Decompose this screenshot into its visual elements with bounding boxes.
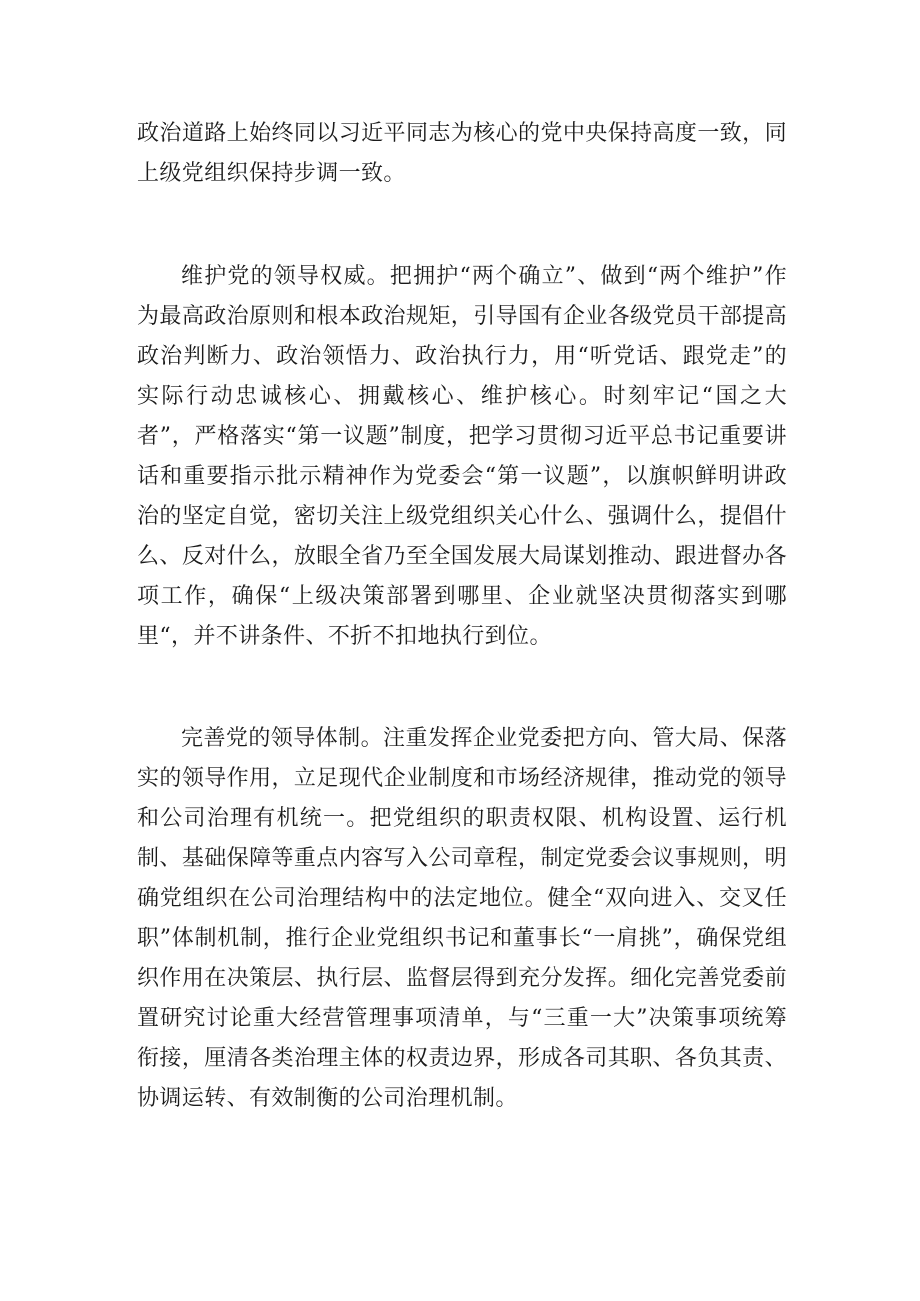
paragraph-improve-leadership-system: 完善党的领导体制。注重发挥企业党委把方向、管大局、保落实的领导作用，立足现代企业制度和市场经济规律，推动党的领导和公司治理有机统一。把党组织的职责权限、机构设置、运行机制、基础保障等重点内容写入公司章程，制定党委会议事规则，明确党组织在公司治理结构中的法定地位。健全“双向进入、交叉任职”体制机制，推行企业党组织书记和董事长“一肩挑”，确保党组织作用在决策层、执行层、监督层得到充分发挥。细化完善党委前置研究讨论重大经营管理事项清单，与“三重一大”决策事项统筹衔接，厘清各类治理主体的权责边界，形成各司其职、各负其责、协调运转、有效制衡的公司治理机制。	[137, 726, 787, 1111]
paragraph-continuation: 政治道路上始终同以习近平同志为核心的党中央保持高度一致，同上级党组织保持步调一致。	[137, 121, 787, 186]
paragraph-maintain-party-authority: 维护党的领导权威。把拥护“两个确立”、做到“两个维护”作为最高政治原则和根本政治规矩，引导国有企业各级党员干部提高政治判断力、政治领悟力、政治执行力，用“听党话、跟党走”的实际行动忠诚核心、拥戴核心、维护核心。时刻牢记“国之大者”，严格落实“第一议题”制度，把学习贯彻习近平总书记重要讲话和重要指示批示精神作为党委会“第一议题”，以旗帜鲜明讲政治的坚定自觉，密切关注上级党组织关心什么、强调什么，提倡什么、反对什么，放眼全省乃至全国发展大局谋划推动、跟进督办各项工作，确保“上级决策部署到哪里、企业就坚决贯彻落实到哪里“，并不讲条件、不折不扣地执行到位。	[137, 264, 787, 649]
